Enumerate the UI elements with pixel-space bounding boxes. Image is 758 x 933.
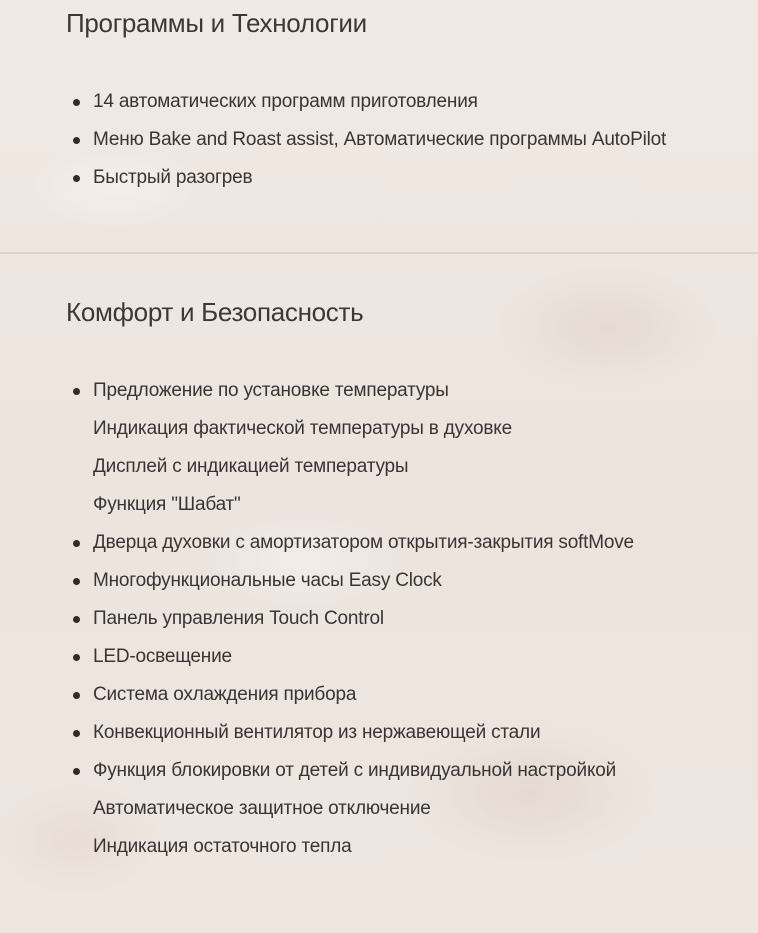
section-programs-technologies bbox=[0, 0, 758, 253]
list-item bbox=[0, 604, 758, 642]
feature-list-comfort bbox=[0, 376, 758, 870]
list-item bbox=[0, 528, 758, 566]
feature-text: Дверца духовки с амортизатором открытия-закрытия softMove bbox=[93, 532, 634, 553]
bullet-icon bbox=[73, 616, 80, 623]
feature-text: Автоматическое защитное отключение bbox=[93, 798, 431, 819]
bullet-icon bbox=[73, 692, 80, 699]
feature-text: 14 автоматических программ приготовления bbox=[93, 91, 478, 112]
list-item bbox=[0, 718, 758, 756]
bullet-icon bbox=[73, 578, 80, 585]
section-title-comfort: Комфорт и Безопасность bbox=[66, 297, 364, 327]
bullet-icon bbox=[73, 654, 80, 661]
bullet-icon bbox=[73, 540, 80, 547]
feature-text: Дисплей с индикацией температуры bbox=[93, 456, 409, 477]
feature-text: Панель управления Touch Control bbox=[93, 608, 384, 629]
section-divider bbox=[0, 252, 758, 254]
bullet-icon bbox=[73, 388, 80, 395]
feature-text: Функция "Шабат" bbox=[93, 494, 241, 515]
section-comfort-safety bbox=[0, 255, 758, 933]
list-item bbox=[0, 566, 758, 604]
list-item bbox=[0, 680, 758, 718]
feature-text: Система охлаждения прибора bbox=[93, 684, 357, 705]
bullet-icon bbox=[73, 137, 80, 144]
feature-text: Конвекционный вентилятор из нержавеющей стали bbox=[93, 722, 541, 743]
feature-text: Функция блокировки от детей с индивидуальной настройкой bbox=[93, 760, 617, 781]
bullet-icon bbox=[73, 730, 80, 737]
list-item bbox=[0, 125, 758, 163]
feature-text: Меню Bake and Roast assist, Автоматические программы AutoPilot bbox=[93, 129, 667, 150]
list-item bbox=[0, 642, 758, 680]
list-item bbox=[0, 87, 758, 125]
section-title-programs: Программы и Технологии bbox=[66, 8, 367, 38]
feature-text: LED-освещение bbox=[93, 646, 232, 667]
feature-list-programs bbox=[0, 87, 758, 201]
feature-text: Индикация фактической температуры в духовке bbox=[93, 418, 512, 439]
feature-text: Индикация остаточного тепла bbox=[93, 836, 352, 857]
feature-text: Предложение по установке температуры bbox=[93, 380, 449, 401]
list-item bbox=[0, 163, 758, 201]
bullet-icon bbox=[73, 175, 80, 182]
list-item bbox=[0, 756, 758, 870]
bullet-icon bbox=[73, 99, 80, 106]
feature-text: Многофункциональные часы Easy Clock bbox=[93, 570, 442, 591]
bullet-icon bbox=[73, 768, 80, 775]
list-item bbox=[0, 376, 758, 528]
feature-text: Быстрый разогрев bbox=[93, 167, 253, 188]
